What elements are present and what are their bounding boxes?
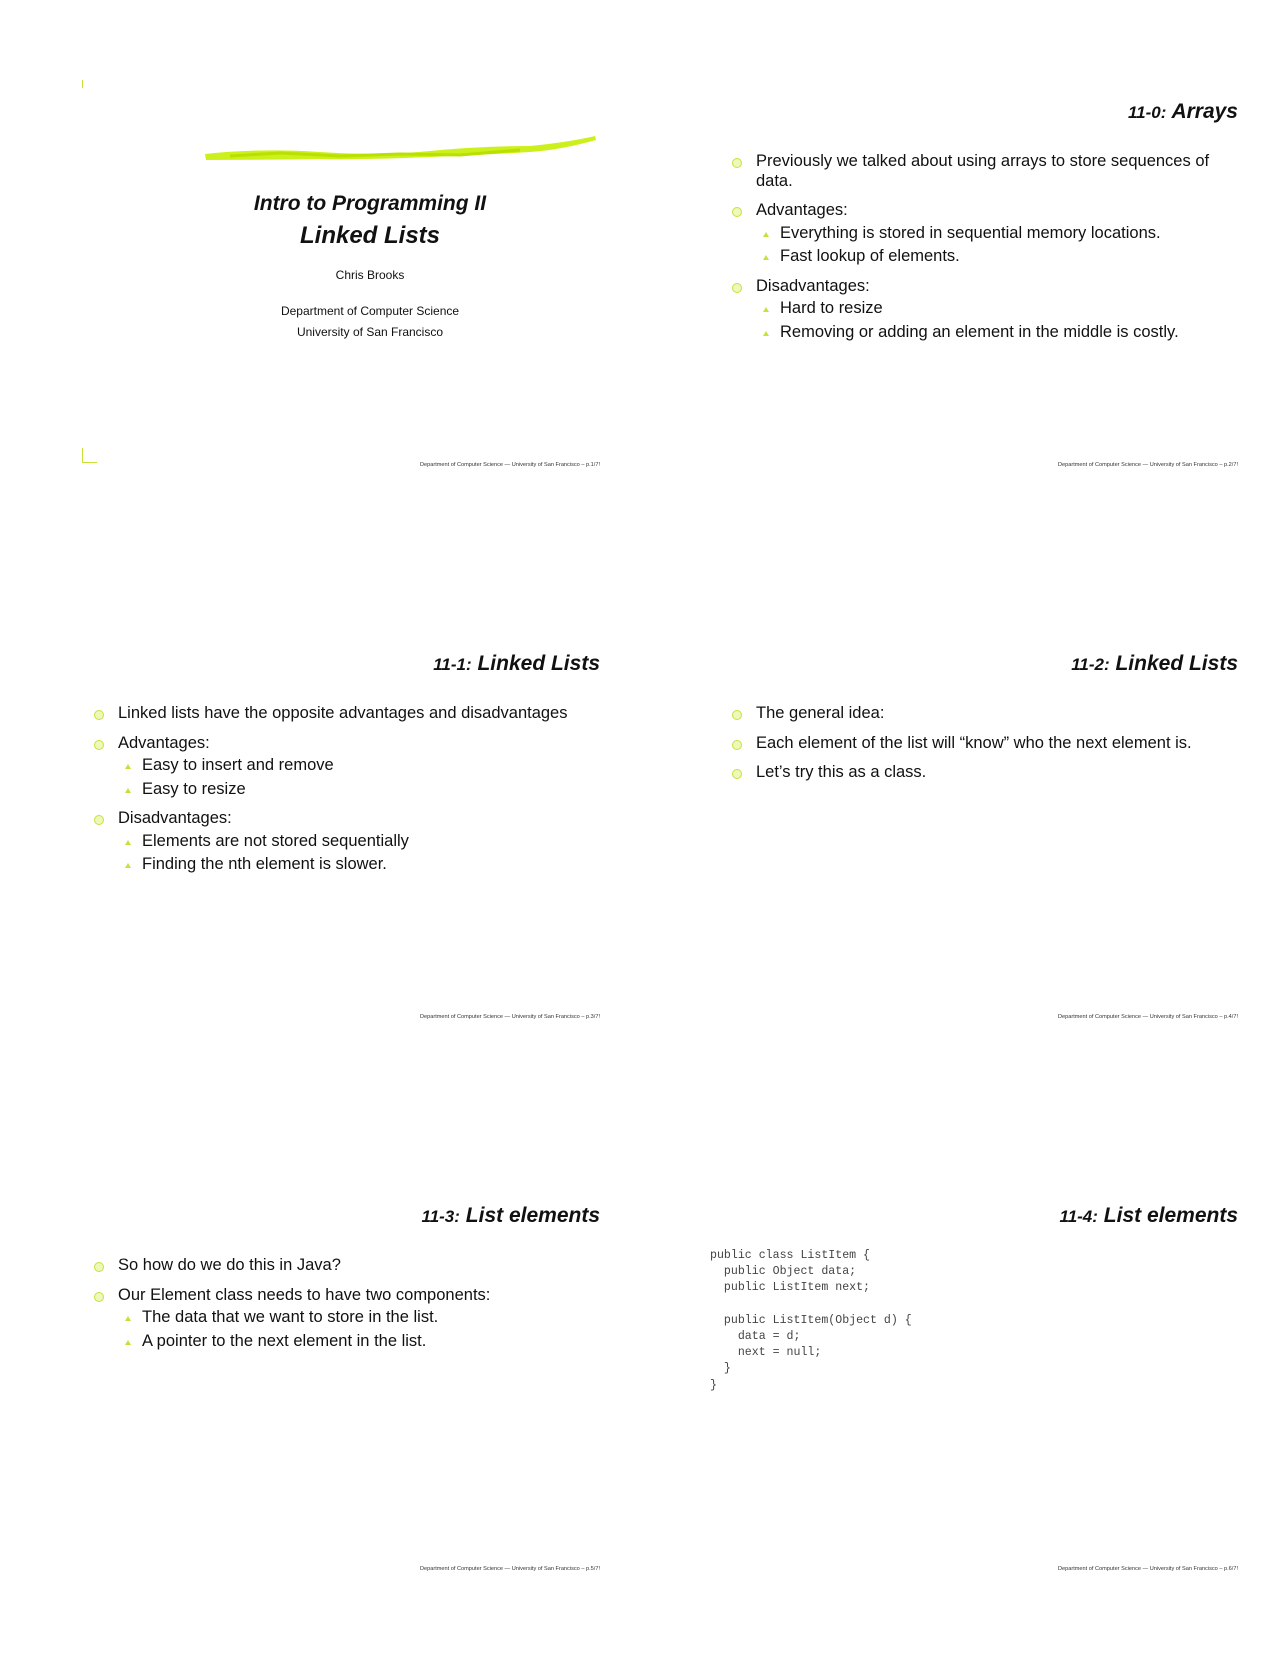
slide-title [80, 80, 600, 500]
slide-heading: List elements [1103, 1204, 1238, 1227]
bullet-item [94, 1256, 584, 1276]
brush-stroke-decoration [200, 132, 600, 172]
sub-bullet-item [118, 1308, 584, 1328]
triangle-bullet-icon [125, 840, 131, 845]
triangle-bullet-icon [763, 232, 769, 237]
slide-number: 11-1: [433, 655, 472, 674]
slide-title [1071, 652, 1238, 676]
sub-bullet-item [118, 1332, 584, 1352]
triangle-bullet-icon [125, 1316, 131, 1321]
author: Chris Brooks [335, 268, 405, 282]
bullet-item [94, 704, 584, 724]
slide-number: 11-0: [1127, 103, 1167, 122]
sub-bullet-text: The data that we want to store in the list. [142, 1308, 439, 1326]
bullet-list [732, 704, 1222, 793]
bullet-text: Each element of the list will “know” who the next element is. [756, 733, 1192, 752]
triangle-bullet-icon [125, 1340, 131, 1345]
slide-footer: Department of Computer Science — University of San Francisco – p.6/7! [1057, 1566, 1238, 1572]
bullet-icon [732, 158, 742, 168]
sub-bullet-item [756, 224, 1222, 244]
slide-footer: Department of Computer Science — University of San Francisco – p.3/7! [419, 1014, 600, 1020]
sub-bullet-text: Everything is stored in sequential memory locations. [780, 223, 1161, 242]
bullet-item [732, 152, 1222, 191]
slide-heading: List elements [465, 1204, 600, 1227]
bullet-icon [732, 710, 742, 720]
bullet-icon [732, 207, 742, 217]
sub-bullet-text: Elements are not stored sequentially [142, 831, 409, 850]
slide-heading: Arrays [1171, 100, 1238, 123]
sub-bullet-text: Fast lookup of elements. [780, 247, 960, 265]
bullet-item [732, 201, 1222, 267]
sub-bullet-list [756, 224, 1222, 267]
bullet-icon [94, 1292, 104, 1302]
slide-number: 11-2: [1071, 655, 1110, 674]
sub-bullet-list [118, 756, 584, 799]
slide-heading: Linked Lists [477, 652, 600, 675]
sub-bullet-item [118, 756, 584, 776]
triangle-bullet-icon [125, 863, 131, 868]
sub-bullet-item [118, 832, 584, 852]
triangle-bullet-icon [763, 255, 769, 260]
bullet-icon [94, 1262, 104, 1272]
slide-number: 11-3: [421, 1207, 460, 1226]
slide-number: 11-4: [1059, 1207, 1098, 1226]
slide-list-elements-2 [710, 1184, 1238, 1604]
sub-bullet-text: Hard to resize [780, 299, 883, 317]
corner-mark [82, 80, 83, 88]
bullet-item [732, 704, 1222, 724]
slide-footer: Department of Computer Science — University of San Francisco – p.1/7! [419, 462, 600, 468]
sub-bullet-item [756, 299, 1222, 319]
bullet-text: Advantages: [118, 733, 210, 752]
corner-mark [82, 448, 97, 463]
bullet-item [94, 734, 584, 800]
bullet-text: Previously we talked about using arrays to store sequences of data. [756, 152, 1210, 190]
bullet-text: The general idea: [756, 704, 885, 722]
bullet-item [732, 277, 1222, 343]
bullet-text: So how do we do this in Java? [118, 1256, 341, 1274]
slide-title [1128, 100, 1238, 124]
slide-footer: Department of Computer Science — University of San Francisco – p.5/7! [419, 1566, 600, 1572]
sub-bullet-item [118, 855, 584, 875]
bullet-text: Disadvantages: [118, 809, 232, 827]
department: Department of Computer Science [280, 304, 460, 318]
slide-linked-lists-2 [718, 632, 1238, 1052]
sub-bullet-text: Finding the nth element is slower. [142, 855, 387, 873]
bullet-icon [732, 769, 742, 779]
slide-list-elements-1 [80, 1184, 600, 1604]
sub-bullet-item [756, 323, 1222, 343]
slide-footer: Department of Computer Science — University of San Francisco – p.2/7! [1057, 462, 1238, 468]
sub-bullet-text: Easy to insert and remove [142, 756, 334, 774]
triangle-bullet-icon [763, 307, 769, 312]
bullet-icon [94, 740, 104, 750]
bullet-text: Advantages: [756, 201, 848, 219]
bullet-icon [94, 710, 104, 720]
slide-linked-lists-1 [80, 632, 600, 1052]
bullet-item [94, 1286, 584, 1352]
bullet-list [732, 152, 1222, 352]
sub-bullet-list [118, 832, 584, 875]
sub-bullet-text: Easy to resize [142, 779, 246, 798]
deck-subtitle: Linked Lists [299, 222, 441, 249]
slide-arrays [718, 80, 1238, 500]
bullet-icon [94, 815, 104, 825]
bullet-item [732, 734, 1222, 754]
bullet-text: Our Element class needs to have two components: [118, 1285, 491, 1304]
bullet-icon [732, 283, 742, 293]
triangle-bullet-icon [125, 788, 131, 793]
sub-bullet-text: A pointer to the next element in the list. [142, 1331, 427, 1350]
sub-bullet-text: Removing or adding an element in the middle is costly. [780, 322, 1179, 341]
slide-title [433, 652, 600, 676]
sub-bullet-item [118, 780, 584, 800]
sub-bullet-list [118, 1308, 584, 1351]
university: University of San Francisco [296, 325, 444, 339]
sub-bullet-list [756, 299, 1222, 342]
bullet-item [94, 809, 584, 875]
bullet-text: Disadvantages: [756, 276, 870, 295]
deck-title: Intro to Programming II [253, 192, 487, 215]
triangle-bullet-icon [125, 764, 131, 769]
bullet-text: Let’s try this as a class. [756, 763, 927, 781]
bullet-item [732, 763, 1222, 783]
triangle-bullet-icon [763, 331, 769, 336]
code-block: public class ListItem { public Object data; public ListItem next; public ListItem(Object d) { data = d; next = null; } } [710, 1249, 912, 1392]
sub-bullet-item [756, 247, 1222, 267]
bullet-text: Linked lists have the opposite advantages and disadvantages [118, 704, 568, 722]
slide-footer: Department of Computer Science — University of San Francisco – p.4/7! [1057, 1014, 1238, 1020]
slide-title [1060, 1204, 1239, 1228]
bullet-icon [732, 740, 742, 750]
bullet-list [94, 704, 584, 885]
bullet-list [94, 1256, 584, 1361]
slide-heading: Linked Lists [1115, 652, 1238, 675]
slide-title [422, 1204, 601, 1228]
